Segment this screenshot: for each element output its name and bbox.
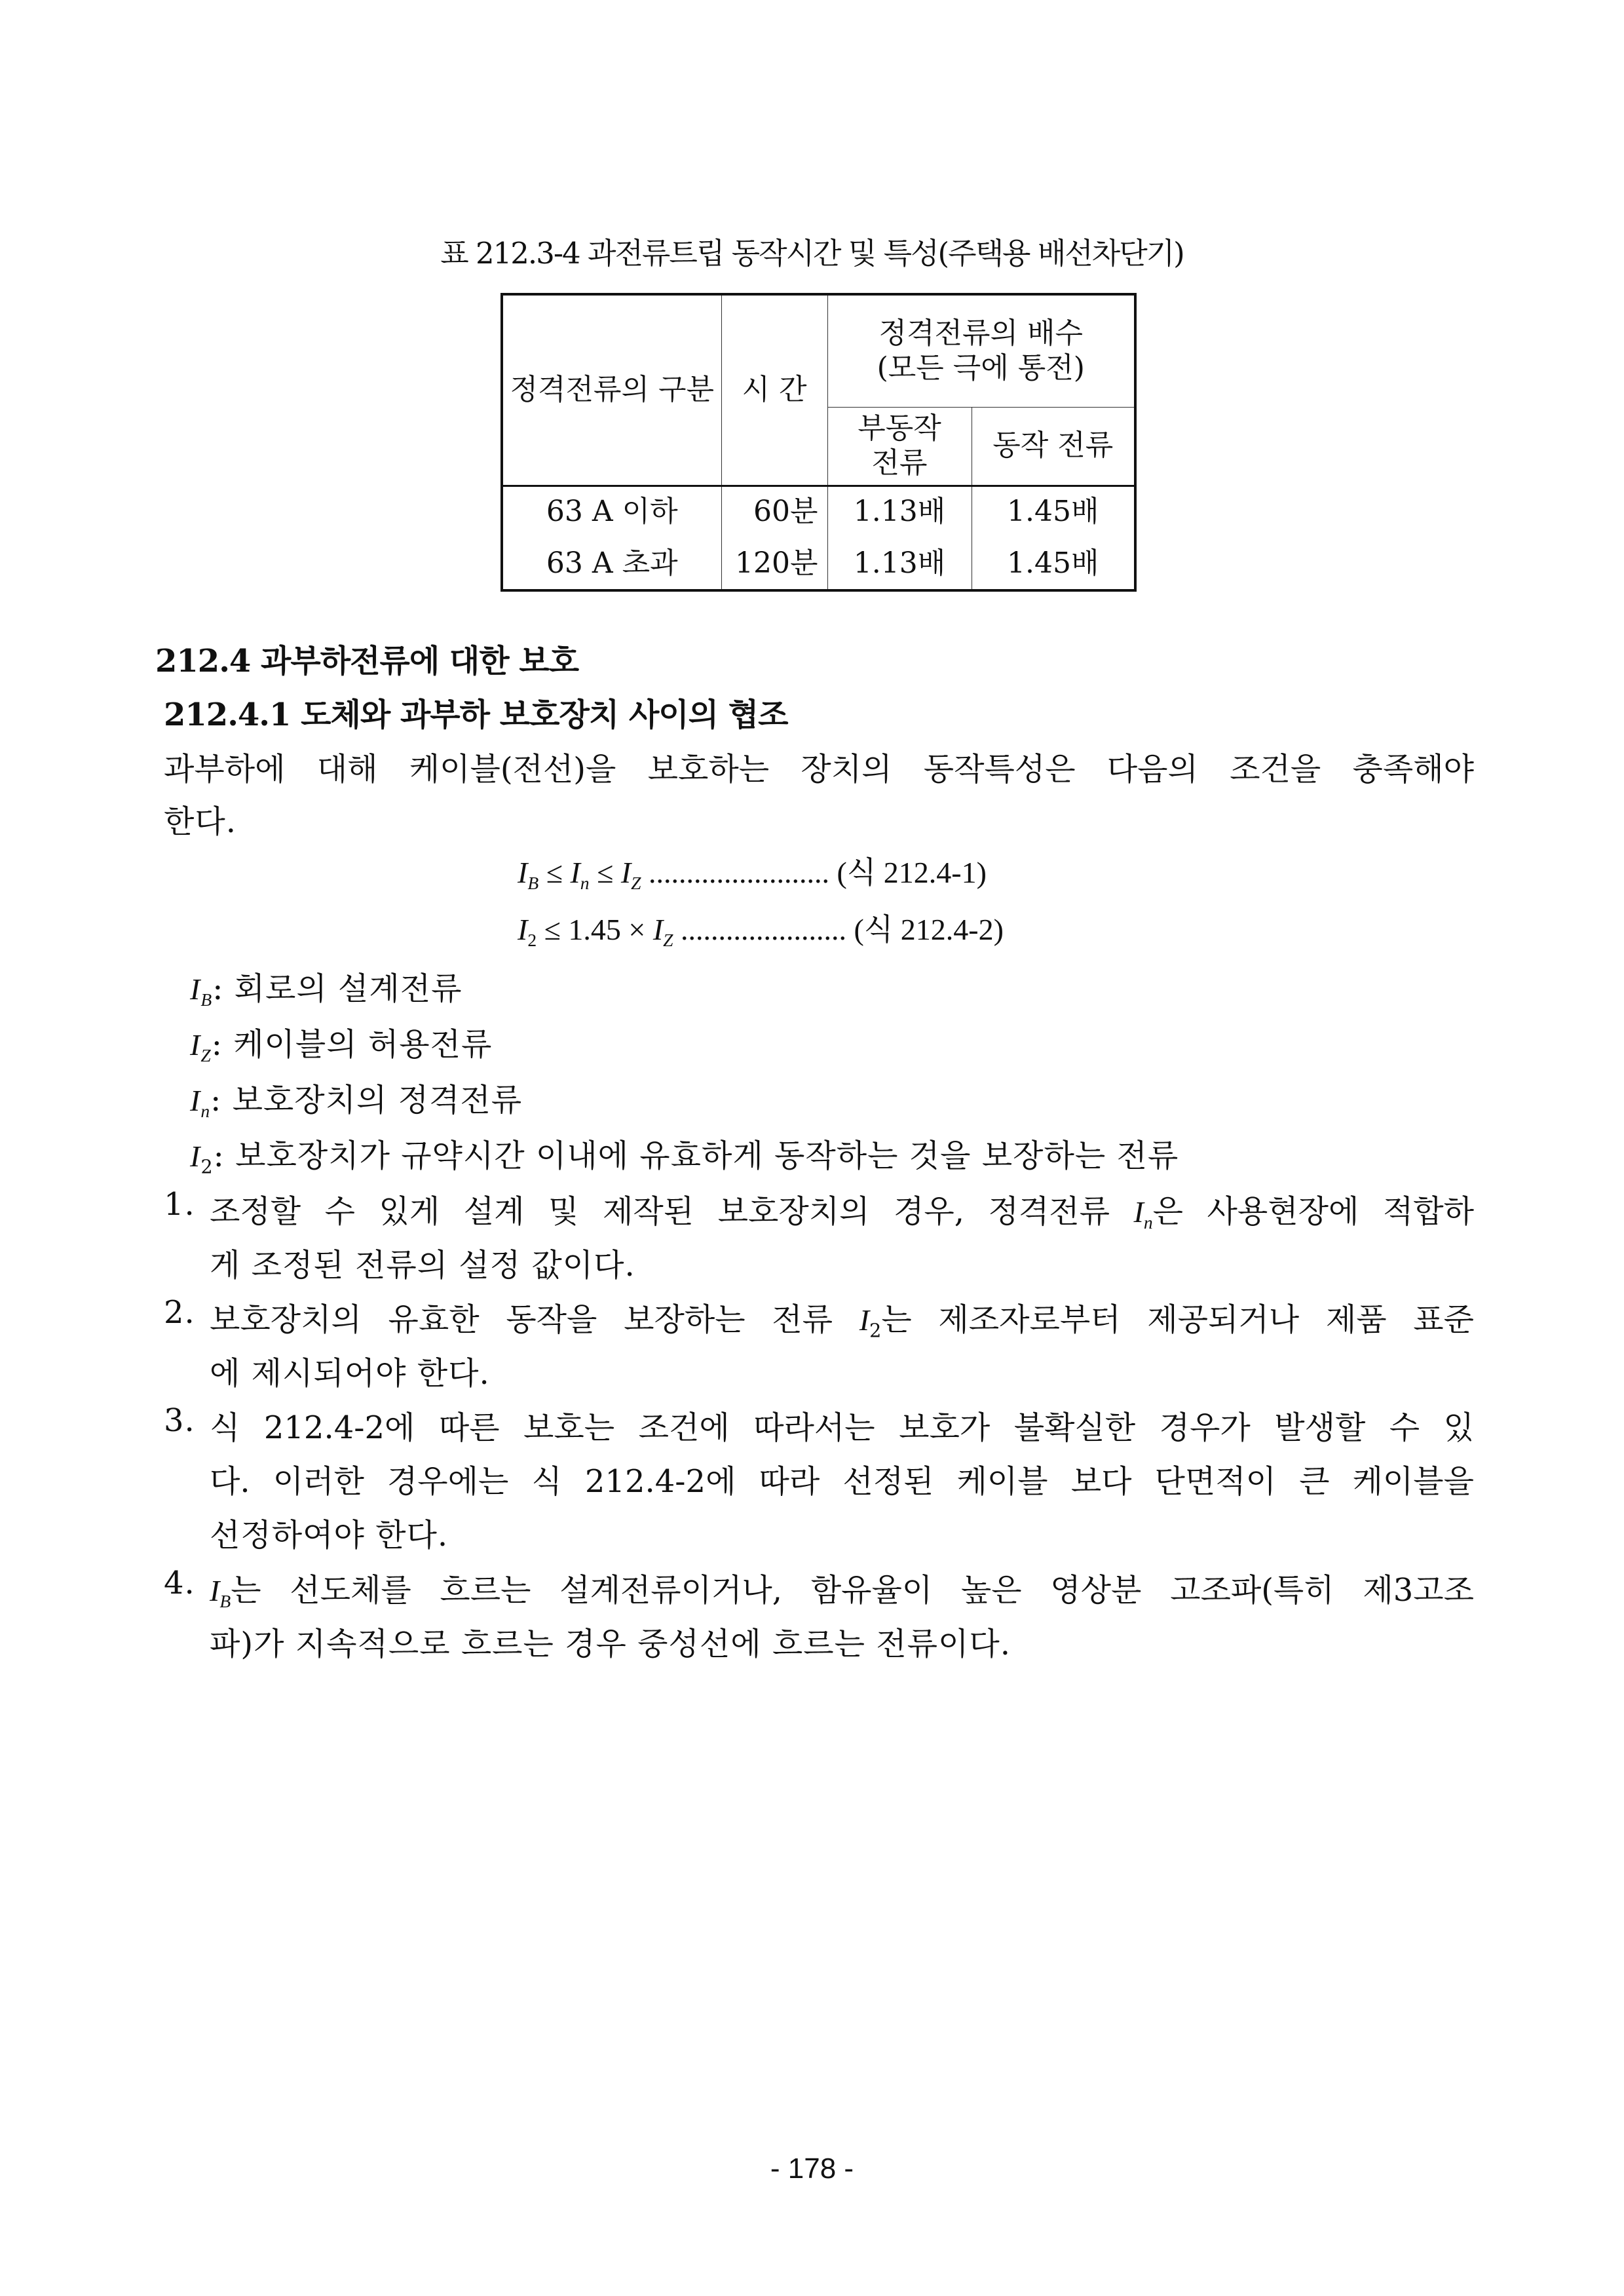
item-3-line-3: 선정하여야 한다.: [210, 1517, 449, 1554]
row-2-non-trip: 1.13배: [827, 538, 972, 590]
item-2-number: 2.: [164, 1294, 195, 1331]
header-trip: 동작 전류: [972, 407, 1135, 486]
section-heading: 212.4 과부하전류에 대한 보호: [155, 643, 579, 679]
definition-in: $I_n$: 보호장치의 정격전류: [190, 1082, 523, 1122]
item-4-number: 4.: [164, 1565, 195, 1601]
header-multiple: 정격전류의 배수(모든 극에 통전): [827, 294, 1135, 407]
header-non-trip: 부동작 전류: [827, 407, 972, 486]
row-1-time: 60분: [721, 486, 827, 538]
item-3-line-2: 다. 이러한 경우에는 식 212.4-2에 따라 선정된 케이블 보다 단면적이 큰 케이블을: [210, 1463, 1474, 1500]
formula-1-ref: (식 212.4-1): [837, 856, 987, 889]
trip-characteristics-table: [500, 293, 1137, 592]
header-time: 시 간: [721, 294, 827, 486]
row-2-time: 120분: [721, 538, 827, 590]
row-1-trip: 1.45배: [972, 486, 1135, 538]
page-number: - 178 -: [770, 2152, 854, 2185]
item-3-line-1: 식 212.4-2에 따른 보호는 조건에 따라서는 보호가 불확실한 경우가 발생할 수 있: [210, 1409, 1474, 1446]
item-2-line-1: 보호장치의 유효한 동작을 보장하는 전류 $I_2$는 제조자로부터 제공되거나 제품 표준: [210, 1301, 1474, 1342]
row-2-category: 63 A 초과: [502, 538, 721, 590]
intro-line-2: 한다.: [164, 803, 236, 840]
intro-line-1: 과부하에 대해 케이블(전선)을 보호하는 장치의 동작특성은 다음의 조건을 충족해야: [164, 751, 1474, 788]
subsection-heading: 212.4.1 도체와 과부하 보호장치 사이의 협조: [164, 697, 788, 733]
item-4-line-2: 파)가 지속적으로 흐르는 경우 중성선에 흐르는 전류이다.: [210, 1626, 1011, 1662]
item-1-line-2: 게 조정된 전류의 설정 값이다.: [210, 1247, 635, 1284]
definition-ib: $I_B$: 회로의 설계전류: [190, 970, 463, 1010]
item-4-line-1: $I_B$는 선도체를 흐르는 설계전류이거나, 함유율이 높은 영상분 고조파(특히 제3고조: [210, 1572, 1474, 1612]
item-2-line-2: 에 제시되어야 한다.: [210, 1355, 490, 1392]
formula-2-ref: (식 212.4-2): [854, 913, 1004, 946]
item-1-line-1: 조정할 수 있게 설계 및 제작된 보호장치의 경우, 정격전류 $I_n$은 사용현장에 적합하: [210, 1193, 1474, 1233]
item-3-number: 3.: [164, 1402, 195, 1439]
row-1-category: 63 A 이하: [502, 486, 721, 538]
row-2-trip: 1.45배: [972, 538, 1135, 590]
item-1-number: 1.: [164, 1186, 195, 1223]
row-1-non-trip: 1.13배: [827, 486, 972, 538]
definition-iz: $I_Z$: 케이블의 허용전류: [190, 1026, 493, 1066]
formula-2: $I_2 \le 1.45 \times I_Z$ ...................... (식 212.4-2): [518, 913, 1004, 951]
definition-i2: $I_2$: 보호장치가 규약시간 이내에 유효하게 동작하는 것을 보장하는 전류: [190, 1138, 1179, 1178]
formula-1: $I_B \le I_n \le I_Z$ ........................ (식 212.4-1): [518, 856, 987, 894]
table-caption: 표 212.3-4 과전류트립 동작시간 및 특성(주택용 배선차단기): [440, 236, 1184, 271]
header-category: 정격전류의 구분: [502, 294, 721, 486]
